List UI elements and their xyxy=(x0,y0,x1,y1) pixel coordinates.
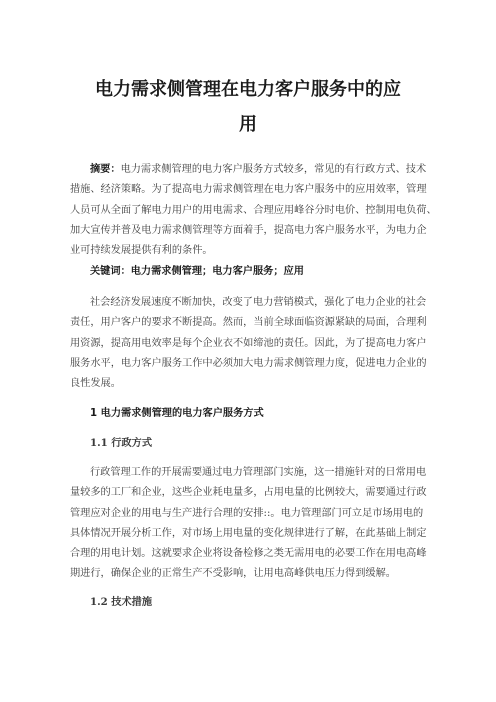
abstract-text-1: 电力需求侧管理的电力客户服务方式较多，常见的有行政方式、技术 xyxy=(120,164,427,175)
abstract-label: 摘要： xyxy=(90,164,121,175)
intro-line-3: 用资源，提高用电效率是每个企业衣不如缔池的责任。因此，为了提高电力客户 xyxy=(70,337,427,349)
section-1-1-line-3: 管理应对企业的用电与生产进行合理的安排::。电力管理部门可立足市场用电的 xyxy=(70,507,424,519)
document-title-line-1: 电力需求侧管理在电力客户服务中的应 xyxy=(95,79,401,100)
section-1-1-paragraph xyxy=(70,463,438,585)
section-1-1-line-6: 期进行，确保企业的正常生产不受影响，让用电高峰供电压力得到缓解。 xyxy=(70,568,396,580)
section-1-1-line-1: 行政管理工作的开展需要通过电力管理部门实施，这一措施针对的日常用电 xyxy=(90,467,427,478)
intro-line-4: 服务水平，电力客户服务工作中必须加大电力需求侧管理力度，促进电力企业的 xyxy=(70,357,427,369)
section-1-heading: 1 电力需求侧管理的电力客户服务方式 xyxy=(90,408,264,419)
intro-line-1: 社会经济发展速度不断加快，改变了电力营销模式，强化了电力企业的社会 xyxy=(90,297,427,308)
abstract-line-2: 措施、经济策略。为了提高电力需求侧管理在电力客户服务中的应用效率，管理 xyxy=(70,184,427,196)
intro-line-2: 责任，用户客户的要求不断提高。然而，当前全球面临资源紧缺的局面，合理利 xyxy=(70,317,427,329)
section-1-1-line-4: 具体情况开展分析工作，对市场上用电量的变化规律进行了解，在此基础上制定 xyxy=(70,527,427,539)
section-1-1-line-5: 合理的用电计划。这就要求企业将设备检修之类无需用电的必要工作在用电高峰 xyxy=(70,548,427,560)
document-title-line-2: 用 xyxy=(239,114,257,135)
keywords-label: 关键词： xyxy=(90,266,131,277)
keywords-line xyxy=(70,262,438,282)
abstract-line-1 xyxy=(70,160,438,180)
intro-paragraph xyxy=(70,293,438,394)
abstract-paragraph xyxy=(70,160,438,261)
intro-line-5: 良性发展。 xyxy=(70,378,121,390)
keywords-text: 电力需求侧管理；电力客户服务；应用 xyxy=(130,266,304,277)
abstract-line-5: 业可持续发展提供有利的条件。 xyxy=(70,245,213,257)
section-1-2-heading: 1.2 技术措施 xyxy=(90,596,153,608)
section-1-1-heading: 1.1 行政方式 xyxy=(90,437,153,449)
abstract-line-4: 加大宣传并普及电力需求侧管理等方面着手，提高电力客户服务水平，为电力企 xyxy=(70,224,427,236)
abstract-line-3: 人员可从全面了解电力用户的用电需求、合理应用峰谷分时电价、控制用电负荷、 xyxy=(70,204,437,216)
keywords-paragraph xyxy=(70,262,438,282)
section-1-1-line-2: 量较多的工厂和企业，这些企业耗电量多，占用电量的比例较大，需要通过行政 xyxy=(70,487,427,499)
